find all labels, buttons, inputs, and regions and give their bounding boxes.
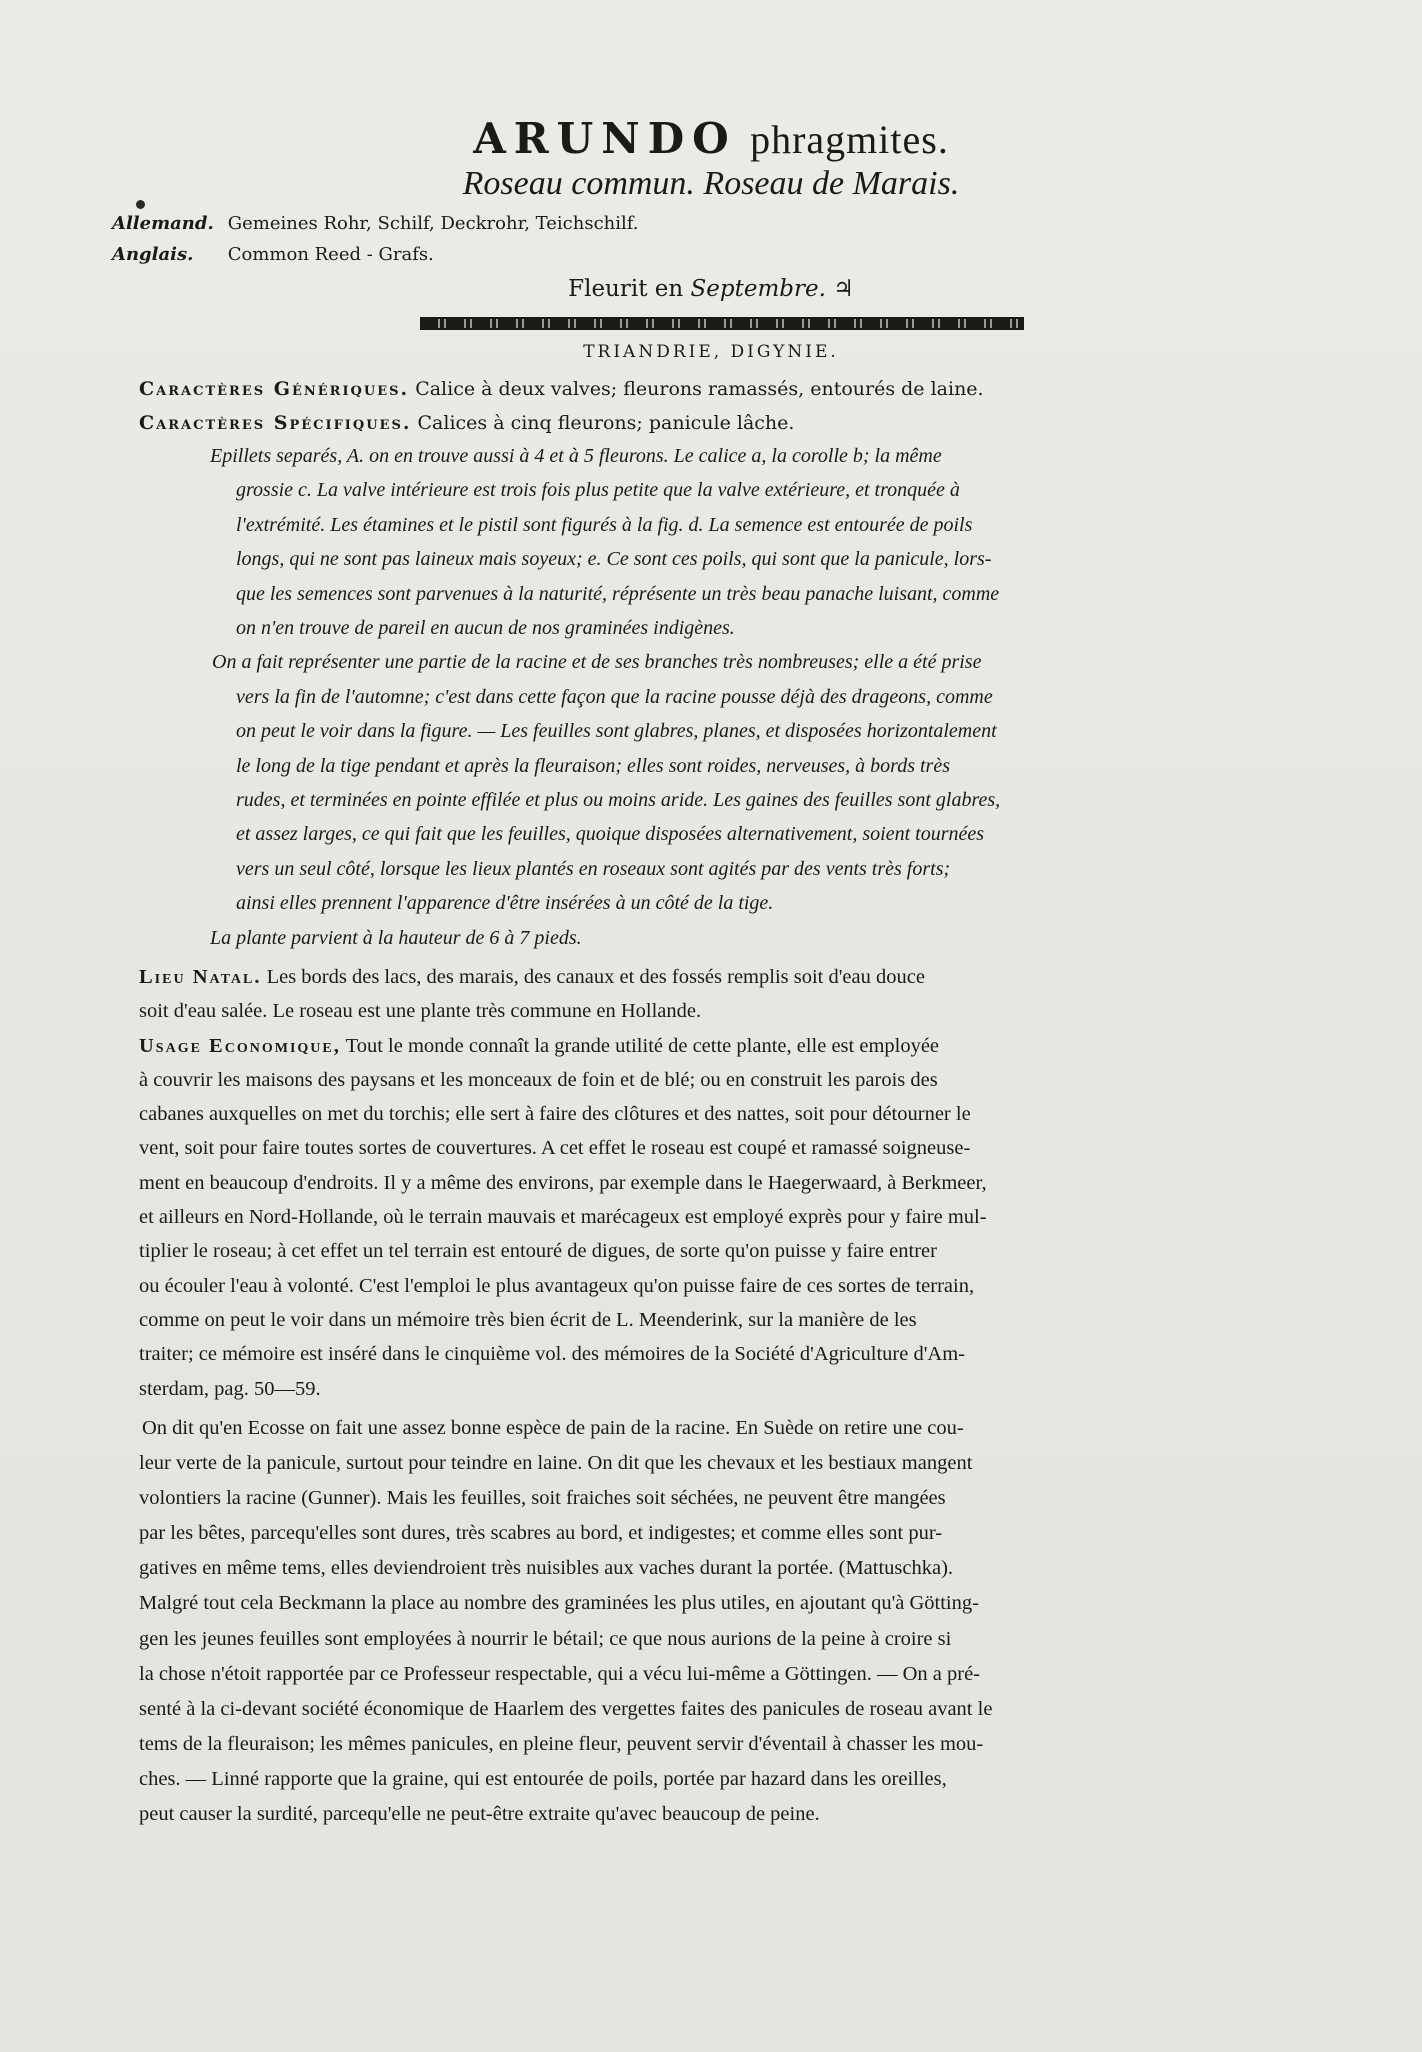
text-line: ches. — Linné rapporte que la graine, qui est entourée de poils, portée par hazard dans les oreilles, <box>139 1767 947 1790</box>
text-line: vers un seul côté, lorsque les lieux plantés en roseaux sont agités par des vents très forts; <box>236 857 951 880</box>
generic-characters <box>139 372 984 406</box>
flowering-label: Fleurit en <box>568 276 684 302</box>
english-name-row <box>112 239 639 270</box>
text-line: tems de la fleuraison; les mêmes panicules, en pleine fleur, peuvent servir d'éventail à chasser les mou- <box>139 1732 984 1755</box>
text-line: à couvrir les maisons des paysans et les monceaux de foin et de blé; ou en construit les parois des <box>139 1068 938 1091</box>
text-line: vers la fin de l'automne; c'est dans cette façon que la racine pousse déjà des drageons, comme <box>236 685 993 708</box>
usage-text: Tout le monde connaît la grande utilité de cette plante, elle est employée <box>345 1034 940 1057</box>
text-line: La plante parvient à la hauteur de 6 à 7 pieds. <box>210 926 582 949</box>
text-line: le long de la tige pendant et après la fleuraison; elles sont roides, nerveuses, à bords très <box>236 754 950 777</box>
generic-label: Caractères Génériques. <box>139 378 410 400</box>
text-line: ment en beaucoup d'endroits. Il y a même des environs, par exemple dans le Haegerwaard, à Berkmeer, <box>139 1171 987 1194</box>
usage-line <box>139 1029 987 1063</box>
text-line: gatives en même tems, elles deviendroient très nuisibles aux vaches durant la portée. (Mattuschka). <box>139 1557 954 1580</box>
perennial-symbol: ♃ <box>833 276 854 302</box>
language-label: Anglais. <box>112 244 194 265</box>
text-line: soit d'eau salée. Le roseau est une plante très commune en Hollande. <box>139 1000 702 1023</box>
text-line: rudes, et terminées en pointe effilée et plus ou moins aride. Les gaines des feuilles sont glabres, <box>236 789 1001 812</box>
text-line: vent, soit pour faire toutes sortes de couvertures. A cet effet le roseau est coupé et ramassé soigneuse- <box>139 1137 971 1160</box>
text-line: traiter; ce mémoire est inséré dans le cinquième vol. des mémoires de la Société d'Agriculture d'Am- <box>139 1343 965 1366</box>
habitat-line <box>139 960 987 994</box>
text-line: ou écouler l'eau à volonté. C'est l'emploi le plus avantageux qu'on puisse faire de ces sortes de terrain, <box>139 1274 975 1297</box>
usage-label: Usage Economique, <box>139 1034 341 1057</box>
title-block <box>0 115 1422 204</box>
generic-text: Calice à deux valves; fleurons ramassés, entourés de laine. <box>415 378 984 400</box>
text-line: on peut le voir dans la figure. — Les feuilles sont glabres, planes, et disposées horizontalement <box>236 720 997 743</box>
text-line: senté à la ci-devant société économique de Haarlem des vergettes faites des panicules de roseau avant le <box>139 1697 993 1720</box>
specific-characters <box>139 406 984 440</box>
page-title <box>0 115 1422 164</box>
german-name-row <box>112 208 639 239</box>
text-line: la chose n'étoit rapportée par ce Professeur respectable, qui a vécu lui-même a Göttingen. — On a pré- <box>139 1662 981 1685</box>
text-line: ainsi elles prennent l'apparence d'être insérées à un côté de la tige. <box>236 892 774 915</box>
habitat-text: Les bords des lacs, des marais, des canaux et des fossés remplis soit d'eau douce <box>266 966 925 988</box>
text-line: tiplier le roseau; à cet effet un tel terrain est entouré de digues, de sorte qu'on puisse y faire entrer <box>139 1240 937 1263</box>
language-label: Allemand. <box>112 213 214 234</box>
flowering-month: Septembre. <box>690 276 826 302</box>
text-line: peut causer la surdité, parcequ'elle ne peut-être extraite qu'avec beaucoup de peine. <box>139 1803 820 1826</box>
text-line: Epillets separés, A. on en trouve aussi à 4 et à 5 fleurons. Le calice a, la corolle b; la même <box>210 445 942 467</box>
text-line: On a fait représenter une partie de la racine et de ses branches très nombreuses; elle a été prise <box>212 651 982 674</box>
genus-name: ARUNDO <box>473 114 737 163</box>
text-line: que les semences sont parvenues à la naturité, réprésente un très beau panache luisant, comme <box>236 582 1000 605</box>
german-names: Gemeines Rohr, Schilf, Deckrohr, Teichschilf. <box>227 213 639 234</box>
habitat-usage-block <box>139 960 987 1406</box>
text-line: sterdam, pag. 50—59. <box>139 1377 321 1400</box>
final-paragraph <box>139 1411 992 1832</box>
text-line: et ailleurs en Nord-Hollande, où le terrain mauvais et marécageux est employé exprès pour y faire mul- <box>139 1206 987 1229</box>
text-line: On dit qu'en Ecosse on fait une assez bonne espèce de pain de la racine. En Suède on retire une cou- <box>142 1417 964 1439</box>
linnaean-class: TRIANDRIE, DIGYNIE. <box>583 342 839 362</box>
text-line: gen les jeunes feuilles sont employées à nourrir le bétail; ce que nous aurions de la peine à croire si <box>139 1627 952 1650</box>
species-name: phragmites. <box>750 117 949 162</box>
text-line: cabanes auxquelles on met du torchis; elle sert à faire des clôtures et des nattes, soit pour détourner le <box>139 1103 971 1126</box>
vernacular-names <box>112 208 639 270</box>
ornamental-rule <box>420 317 1024 330</box>
habitat-label: Lieu Natal. <box>139 966 262 988</box>
text-line: grossie c. La valve intérieure est trois fois plus petite que la valve extérieure, et tronquée à <box>236 479 960 502</box>
description-block <box>210 439 1000 955</box>
text-line: comme on peut le voir dans un mémoire très bien écrit de L. Meenderink, sur la manière de les <box>139 1308 917 1331</box>
common-names: Roseau commun. Roseau de Marais. <box>462 165 960 202</box>
flowering-line <box>0 276 1422 302</box>
text-line: leur verte de la panicule, surtout pour teindre en laine. On dit que les chevaux et les bestiaux mangent <box>139 1452 973 1475</box>
text-line: Malgré tout cela Beckmann la place au nombre des graminées les plus utiles, en ajoutant qu'à Götting- <box>139 1592 979 1615</box>
characters-block <box>139 372 984 440</box>
text-line: et assez larges, ce qui fait que les feuilles, quoique disposées alternativement, soient tournées <box>236 823 985 846</box>
english-names: Common Reed - Grafs. <box>227 244 434 265</box>
specific-text: Calices à cinq fleurons; panicule lâche. <box>417 412 795 434</box>
text-line: par les bêtes, parcequ'elles sont dures, très scabres au bord, et indigestes; et comme elles sont pur- <box>139 1522 943 1545</box>
text-line: volontiers la racine (Gunner). Mais les feuilles, soit fraiches soit séchées, ne peuvent être mangées <box>139 1487 946 1510</box>
text-line: on n'en trouve de pareil en aucun de nos graminées indigènes. <box>236 617 735 640</box>
text-line: longs, qui ne sont pas laineux mais soyeux; e. Ce sont ces poils, qui sont que la panicule, lors- <box>236 548 992 571</box>
specific-label: Caractères Spécifiques. <box>139 412 412 434</box>
text-line: l'extrémité. Les étamines et le pistil sont figurés à la fig. d. La semence est entourée de poils <box>236 513 973 536</box>
